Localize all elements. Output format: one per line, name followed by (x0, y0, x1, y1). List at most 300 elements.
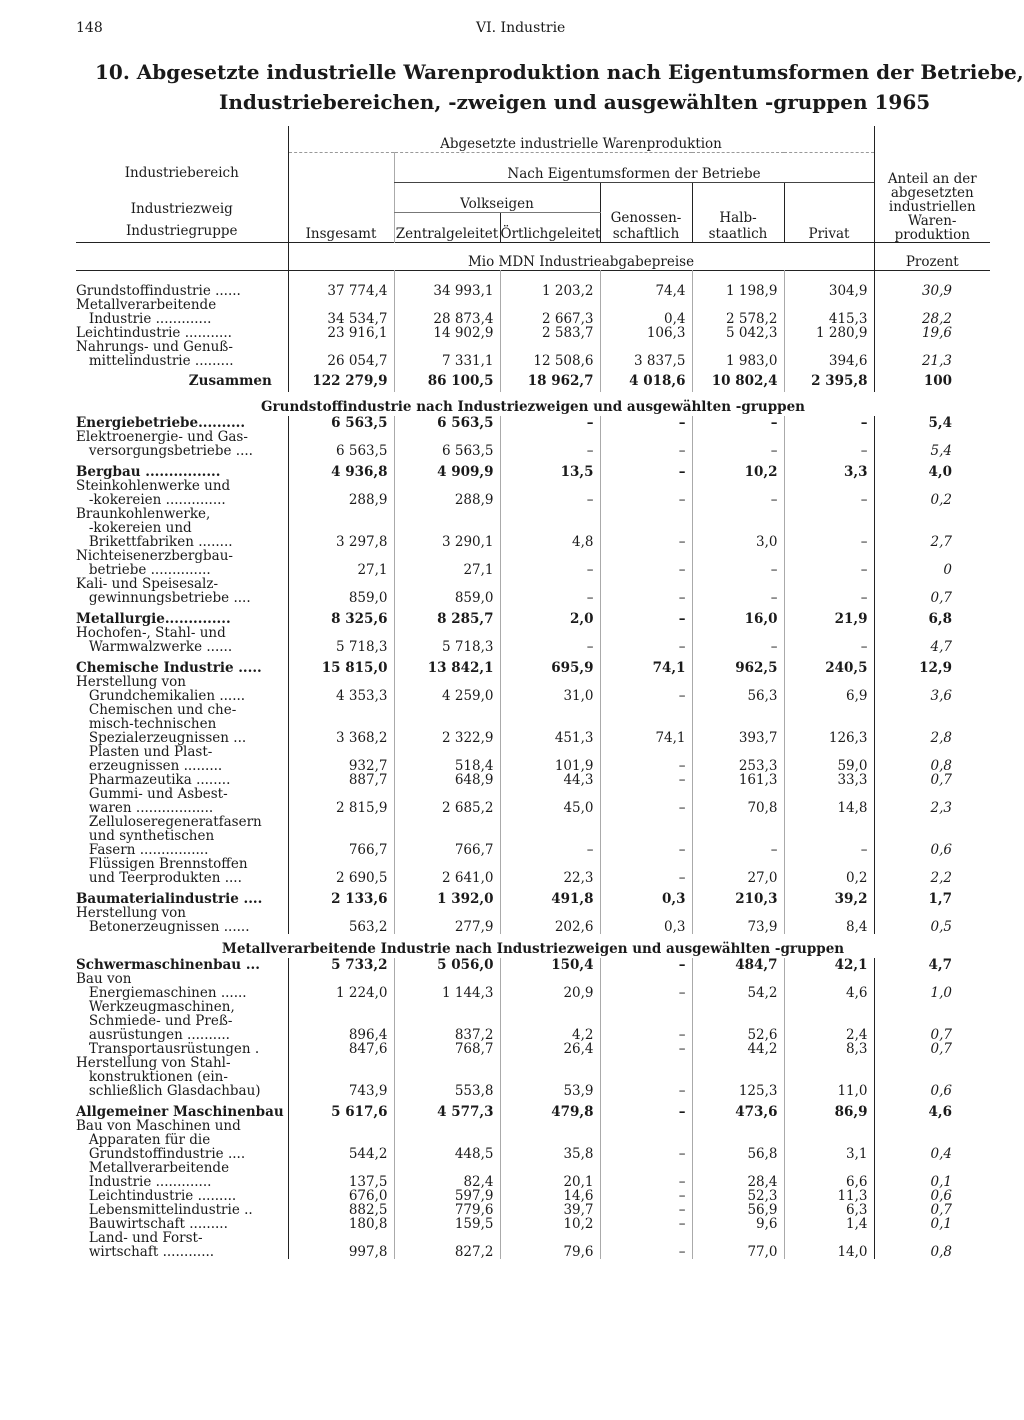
cell-halbstaatlich: 1 983,0 (692, 340, 784, 368)
cell-privat: – (784, 815, 874, 857)
cell-anteil-percent: 0,8 (874, 1231, 990, 1259)
table-row (76, 857, 990, 885)
cell-zentralgeleitet: 34 993,1 (394, 284, 500, 298)
cell-oertlichgeleitet: 20,9 (500, 972, 600, 1000)
cell-zentralgeleitet: 14 902,9 (394, 326, 500, 340)
cell-genossenschaftlich: 4 018,6 (600, 368, 692, 392)
row-label: Zusammen (76, 373, 272, 389)
cell-privat: 394,6 (784, 340, 874, 368)
cell-halbstaatlich: – (692, 430, 784, 458)
cell-zentralgeleitet: 277,9 (394, 906, 500, 934)
row-label: Plasten und Plast- erzeugnissen ......... (88, 744, 223, 774)
table-row (76, 577, 990, 605)
cell-oertlichgeleitet: 10,2 (500, 1217, 600, 1231)
table-row (76, 892, 990, 906)
cell-genossenschaftlich: 74,1 (600, 703, 692, 745)
row-label: Zelluloseregeneratfasern und synthetischen Fasern ................ (88, 814, 262, 858)
table-row (76, 1189, 990, 1203)
cell-zentralgeleitet: 5 718,3 (394, 626, 500, 654)
cell-privat: 304,9 (784, 284, 874, 298)
cell-anteil-percent: 1,0 (874, 972, 990, 1000)
cell-insgesamt: 676,0 (288, 1189, 394, 1203)
cell-insgesamt: 15 815,0 (288, 661, 394, 675)
row-label: Nahrungs- und Genuß- mittelindustrie ......... (76, 339, 234, 369)
cell-zentralgeleitet: 3 290,1 (394, 507, 500, 549)
cell-oertlichgeleitet: 22,3 (500, 857, 600, 885)
cell-halbstaatlich: 393,7 (692, 703, 784, 745)
header-abgesetzte: Abgesetzte industrielle Warenproduktion (288, 126, 874, 152)
cell-anteil-percent: 0,6 (874, 1056, 990, 1098)
cell-halbstaatlich: – (692, 577, 784, 605)
header-volkseigen: Volkseigen (394, 182, 600, 212)
section-heading-text: Grundstoffindustrie nach Industriezweigen und ausgewählten -gruppen (261, 399, 805, 415)
cell-genossenschaftlich: – (600, 1231, 692, 1259)
cell-genossenschaftlich: – (600, 1000, 692, 1042)
cell-zentralgeleitet: 553,8 (394, 1056, 500, 1098)
cell-anteil-percent: 6,8 (874, 612, 990, 626)
cell-insgesamt: 563,2 (288, 906, 394, 934)
cell-privat: 11,0 (784, 1056, 874, 1098)
cell-oertlichgeleitet: 18 962,7 (500, 368, 600, 392)
cell-anteil-percent: 0,7 (874, 1203, 990, 1217)
cell-anteil-percent: 0,7 (874, 1000, 990, 1042)
row-label: Steinkohlenwerke und -kokereien .............. (76, 478, 231, 508)
cell-halbstaatlich: 56,8 (692, 1119, 784, 1161)
cell-oertlichgeleitet: – (500, 815, 600, 857)
table-row (76, 661, 990, 675)
cell-oertlichgeleitet: 491,8 (500, 892, 600, 906)
cell-insgesamt: 6 563,5 (288, 430, 394, 458)
cell-genossenschaftlich: – (600, 577, 692, 605)
row-label: Werkzeugmaschinen, Schmiede- und Preß- ausrüstungen .......... (88, 999, 235, 1043)
cell-halbstaatlich: 962,5 (692, 661, 784, 675)
cell-genossenschaftlich: – (600, 465, 692, 479)
cell-genossenschaftlich: – (600, 1189, 692, 1203)
cell-insgesamt: 137,5 (288, 1161, 394, 1189)
cell-anteil-percent: 100 (874, 368, 990, 392)
cell-halbstaatlich: 52,6 (692, 1000, 784, 1042)
cell-halbstaatlich: 10,2 (692, 465, 784, 479)
cell-halbstaatlich: 484,7 (692, 958, 784, 972)
cell-oertlichgeleitet: – (500, 416, 600, 430)
cell-privat: – (784, 626, 874, 654)
cell-privat: 2 395,8 (784, 368, 874, 392)
table-row (76, 1105, 990, 1119)
cell-privat: 6,6 (784, 1161, 874, 1189)
header-oertlichgeleitet: Örtlichgeleitet (500, 212, 600, 242)
cell-halbstaatlich: – (692, 626, 784, 654)
row-label: Elektroenergie- und Gas- versorgungsbetriebe .... (76, 429, 253, 459)
cell-privat: – (784, 430, 874, 458)
cell-insgesamt: 26 054,7 (288, 340, 394, 368)
cell-privat: 14,0 (784, 1231, 874, 1259)
cell-genossenschaftlich: – (600, 1203, 692, 1217)
cell-insgesamt: 766,7 (288, 815, 394, 857)
cell-halbstaatlich: 161,3 (692, 773, 784, 787)
cell-halbstaatlich: – (692, 416, 784, 430)
cell-genossenschaftlich: – (600, 857, 692, 885)
cell-oertlichgeleitet: 12 508,6 (500, 340, 600, 368)
cell-anteil-percent: 1,7 (874, 892, 990, 906)
cell-oertlichgeleitet: 20,1 (500, 1161, 600, 1189)
cell-insgesamt: 997,8 (288, 1231, 394, 1259)
cell-insgesamt: 6 563,5 (288, 416, 394, 430)
cell-zentralgeleitet: 1 392,0 (394, 892, 500, 906)
cell-halbstaatlich: 52,3 (692, 1189, 784, 1203)
cell-oertlichgeleitet: 202,6 (500, 906, 600, 934)
cell-halbstaatlich: – (692, 549, 784, 577)
cell-privat: – (784, 507, 874, 549)
cell-privat: 1 280,9 (784, 326, 874, 340)
cell-privat: 415,3 (784, 298, 874, 326)
header-halbstaatlich: Halb- staatlich (692, 182, 784, 242)
cell-insgesamt: 882,5 (288, 1203, 394, 1217)
row-label: Bergbau ................ (76, 464, 221, 480)
cell-privat: 6,3 (784, 1203, 874, 1217)
cell-genossenschaftlich: 0,4 (600, 298, 692, 326)
cell-genossenschaftlich: – (600, 1119, 692, 1161)
cell-genossenschaftlich: – (600, 787, 692, 815)
cell-insgesamt: 932,7 (288, 745, 394, 773)
table-row (76, 1042, 990, 1056)
cell-anteil-percent: 0,7 (874, 1042, 990, 1056)
cell-insgesamt: 887,7 (288, 773, 394, 787)
table-row (76, 507, 990, 549)
cell-zentralgeleitet: 648,9 (394, 773, 500, 787)
cell-oertlichgeleitet: 79,6 (500, 1231, 600, 1259)
cell-insgesamt: 27,1 (288, 549, 394, 577)
header-genossenschaftlich: Genossen- schaftlich (600, 182, 692, 242)
cell-insgesamt: 5 733,2 (288, 958, 394, 972)
cell-zentralgeleitet: 859,0 (394, 577, 500, 605)
cell-genossenschaftlich: – (600, 416, 692, 430)
table-row (76, 745, 990, 773)
row-label: Herstellung von Stahl- konstruktionen (ein- schließlich Glasdachbau) (76, 1055, 261, 1099)
cell-oertlichgeleitet: 4,2 (500, 1000, 600, 1042)
cell-insgesamt: 2 133,6 (288, 892, 394, 906)
cell-halbstaatlich: 3,0 (692, 507, 784, 549)
cell-anteil-percent: 19,6 (874, 326, 990, 340)
cell-oertlichgeleitet: – (500, 577, 600, 605)
row-label: Bau von Energiemaschinen ...... (76, 971, 247, 1001)
cell-halbstaatlich: 2 578,2 (692, 298, 784, 326)
table-row (76, 675, 990, 703)
cell-privat: 33,3 (784, 773, 874, 787)
cell-genossenschaftlich: 74,4 (600, 284, 692, 298)
cell-zentralgeleitet: 448,5 (394, 1119, 500, 1161)
row-label: Bau von Maschinen und Apparaten für die Grundstoffindustrie .... (76, 1118, 246, 1162)
header-eigentumsformen: Nach Eigentumsformen der Betriebe (394, 152, 874, 182)
cell-genossenschaftlich: – (600, 972, 692, 1000)
cell-privat: – (784, 549, 874, 577)
table-row (76, 1161, 990, 1189)
cell-genossenschaftlich: – (600, 507, 692, 549)
cell-anteil-percent: 4,7 (874, 958, 990, 972)
cell-halbstaatlich: 70,8 (692, 787, 784, 815)
cell-anteil-percent: 2,3 (874, 787, 990, 815)
cell-oertlichgeleitet: 2,0 (500, 612, 600, 626)
cell-zentralgeleitet: 2 641,0 (394, 857, 500, 885)
header-insgesamt: Insgesamt (288, 152, 394, 242)
cell-anteil-percent: 0,1 (874, 1161, 990, 1189)
cell-zentralgeleitet: 6 563,5 (394, 430, 500, 458)
table-row (76, 326, 990, 340)
table-row (76, 340, 990, 368)
cell-halbstaatlich: 56,3 (692, 675, 784, 703)
cell-insgesamt: 288,9 (288, 479, 394, 507)
row-label: Allgemeiner Maschinenbau (76, 1104, 284, 1120)
cell-insgesamt: 896,4 (288, 1000, 394, 1042)
cell-privat: 2,4 (784, 1000, 874, 1042)
row-label: Lebensmittelindustrie .. (76, 1202, 253, 1218)
cell-insgesamt: 847,6 (288, 1042, 394, 1056)
table-title-line2: Industriebereichen, -zweigen und ausgewählten -gruppen 1965 (219, 90, 931, 114)
cell-zentralgeleitet: 5 056,0 (394, 958, 500, 972)
cell-insgesamt: 3 368,2 (288, 703, 394, 745)
row-label: Grundstoffindustrie ...... (76, 283, 241, 299)
cell-halbstaatlich: 54,2 (692, 972, 784, 1000)
cell-zentralgeleitet: 2 322,9 (394, 703, 500, 745)
cell-insgesamt: 23 916,1 (288, 326, 394, 340)
cell-oertlichgeleitet: 14,6 (500, 1189, 600, 1203)
cell-insgesamt: 8 325,6 (288, 612, 394, 626)
cell-zentralgeleitet: 518,4 (394, 745, 500, 773)
cell-privat: 1,4 (784, 1217, 874, 1231)
table-row (76, 972, 990, 1000)
cell-oertlichgeleitet: 44,3 (500, 773, 600, 787)
section-heading (76, 934, 990, 958)
cell-anteil-percent: 30,9 (874, 284, 990, 298)
cell-privat: 3,1 (784, 1119, 874, 1161)
row-label: Pharmazeutika ........ (76, 772, 231, 788)
table-row (76, 416, 990, 430)
table-row (76, 626, 990, 654)
table-row (76, 1231, 990, 1259)
cell-zentralgeleitet: 766,7 (394, 815, 500, 857)
row-label: Transportausrüstungen . (76, 1041, 260, 1057)
table-row (76, 465, 990, 479)
cell-anteil-percent: 4,0 (874, 465, 990, 479)
cell-genossenschaftlich: – (600, 745, 692, 773)
page-number: 148 (76, 20, 103, 36)
cell-anteil-percent: 2,2 (874, 857, 990, 885)
cell-zentralgeleitet: 837,2 (394, 1000, 500, 1042)
cell-oertlichgeleitet: 101,9 (500, 745, 600, 773)
cell-privat: 126,3 (784, 703, 874, 745)
cell-genossenschaftlich: – (600, 1217, 692, 1231)
cell-privat: 0,2 (784, 857, 874, 885)
cell-zentralgeleitet: 13 842,1 (394, 661, 500, 675)
cell-insgesamt: 37 774,4 (288, 284, 394, 298)
row-label: Bauwirtschaft ......... (76, 1216, 228, 1232)
cell-oertlichgeleitet: 1 203,2 (500, 284, 600, 298)
cell-halbstaatlich: 44,2 (692, 1042, 784, 1056)
cell-zentralgeleitet: 6 563,5 (394, 416, 500, 430)
cell-zentralgeleitet: 4 259,0 (394, 675, 500, 703)
cell-genossenschaftlich: 0,3 (600, 892, 692, 906)
total-row (76, 368, 990, 392)
cell-anteil-percent: 28,2 (874, 298, 990, 326)
row-label: Kali- und Speisesalz- gewinnungsbetriebe .... (76, 576, 251, 606)
cell-genossenschaftlich: – (600, 815, 692, 857)
cell-genossenschaftlich: 0,3 (600, 906, 692, 934)
cell-anteil-percent: 2,8 (874, 703, 990, 745)
row-label: Nichteisenerzbergbau- betriebe .............. (76, 548, 233, 578)
cell-zentralgeleitet: 288,9 (394, 479, 500, 507)
stub-header-bereich: Industriebereich (124, 164, 239, 181)
table-title-line1: 10. Abgesetzte industrielle Warenproduktion nach Eigentumsformen der Betriebe, (95, 60, 1024, 84)
cell-halbstaatlich: 473,6 (692, 1105, 784, 1119)
unit-percent: Prozent (874, 242, 990, 270)
cell-anteil-percent: 4,7 (874, 626, 990, 654)
cell-anteil-percent: 0,2 (874, 479, 990, 507)
cell-genossenschaftlich: – (600, 549, 692, 577)
cell-privat: – (784, 577, 874, 605)
row-label: Leichtindustrie ........... (76, 325, 232, 341)
cell-anteil-percent: 0,5 (874, 906, 990, 934)
table-row (76, 773, 990, 787)
cell-halbstaatlich: 9,6 (692, 1217, 784, 1231)
cell-genossenschaftlich: – (600, 773, 692, 787)
table-row (76, 1119, 990, 1161)
cell-oertlichgeleitet: 39,7 (500, 1203, 600, 1217)
cell-halbstaatlich: 253,3 (692, 745, 784, 773)
cell-anteil-percent: 12,9 (874, 661, 990, 675)
table-row (76, 612, 990, 626)
cell-zentralgeleitet: 597,9 (394, 1189, 500, 1203)
cell-oertlichgeleitet: 479,8 (500, 1105, 600, 1119)
row-label: Herstellung von Grundchemikalien ...... (76, 674, 246, 704)
cell-insgesamt: 180,8 (288, 1217, 394, 1231)
cell-anteil-percent: 0,8 (874, 745, 990, 773)
row-label: Land- und Forst- wirtschaft ............ (88, 1230, 215, 1260)
cell-insgesamt: 5 718,3 (288, 626, 394, 654)
row-label: Metallverarbeitende Industrie ............. (76, 297, 217, 327)
cell-oertlichgeleitet: 4,8 (500, 507, 600, 549)
cell-zentralgeleitet: 1 144,3 (394, 972, 500, 1000)
cell-insgesamt: 2 815,9 (288, 787, 394, 815)
cell-zentralgeleitet: 8 285,7 (394, 612, 500, 626)
chapter-heading: VI. Industrie (476, 20, 566, 36)
cell-halbstaatlich: 56,9 (692, 1203, 784, 1217)
cell-halbstaatlich: 16,0 (692, 612, 784, 626)
cell-anteil-percent: 5,4 (874, 416, 990, 430)
cell-insgesamt: 122 279,9 (288, 368, 394, 392)
cell-genossenschaftlich: – (600, 958, 692, 972)
cell-halbstaatlich: 73,9 (692, 906, 784, 934)
cell-genossenschaftlich: – (600, 626, 692, 654)
cell-genossenschaftlich: 74,1 (600, 661, 692, 675)
row-label: Energiebetriebe.......... (76, 415, 246, 431)
cell-genossenschaftlich: 106,3 (600, 326, 692, 340)
cell-zentralgeleitet: 27,1 (394, 549, 500, 577)
cell-oertlichgeleitet: 2 583,7 (500, 326, 600, 340)
cell-privat: 86,9 (784, 1105, 874, 1119)
table-row (76, 906, 990, 934)
table-row (76, 1217, 990, 1231)
cell-oertlichgeleitet: 26,4 (500, 1042, 600, 1056)
table-row (76, 703, 990, 745)
table-row (76, 815, 990, 857)
row-label: Hochofen-, Stahl- und Warmwalzwerke ...... (76, 625, 233, 655)
cell-oertlichgeleitet: – (500, 626, 600, 654)
cell-genossenschaftlich: – (600, 1161, 692, 1189)
cell-insgesamt: 1 224,0 (288, 972, 394, 1000)
cell-privat: 59,0 (784, 745, 874, 773)
cell-insgesamt: 4 936,8 (288, 465, 394, 479)
cell-privat: 39,2 (784, 892, 874, 906)
cell-genossenschaftlich: – (600, 1105, 692, 1119)
cell-oertlichgeleitet: 45,0 (500, 787, 600, 815)
cell-oertlichgeleitet: 53,9 (500, 1056, 600, 1098)
stub-header-gruppe: Industriegruppe (125, 222, 238, 239)
table-row (76, 430, 990, 458)
cell-anteil-percent: 0 (874, 549, 990, 577)
row-label: Baumaterialindustrie .... (76, 891, 263, 907)
cell-zentralgeleitet: 779,6 (394, 1203, 500, 1217)
cell-genossenschaftlich: – (600, 430, 692, 458)
cell-zentralgeleitet: 827,2 (394, 1231, 500, 1259)
cell-anteil-percent: 0,7 (874, 773, 990, 787)
cell-anteil-percent: 5,4 (874, 430, 990, 458)
cell-zentralgeleitet: 86 100,5 (394, 368, 500, 392)
row-label: Flüssigen Brennstoffen und Teerprodukten .... (88, 856, 248, 886)
cell-halbstaatlich: 77,0 (692, 1231, 784, 1259)
cell-halbstaatlich: 210,3 (692, 892, 784, 906)
cell-oertlichgeleitet: – (500, 430, 600, 458)
cell-privat: – (784, 416, 874, 430)
table-row (76, 284, 990, 298)
cell-anteil-percent: 0,4 (874, 1119, 990, 1161)
cell-halbstaatlich: 5 042,3 (692, 326, 784, 340)
cell-genossenschaftlich: – (600, 1042, 692, 1056)
cell-insgesamt: 544,2 (288, 1119, 394, 1161)
cell-privat: 8,4 (784, 906, 874, 934)
table-row (76, 549, 990, 577)
cell-privat: 21,9 (784, 612, 874, 626)
table-row (76, 787, 990, 815)
cell-privat: 42,1 (784, 958, 874, 972)
cell-oertlichgeleitet: – (500, 549, 600, 577)
cell-insgesamt: 4 353,3 (288, 675, 394, 703)
header-privat: Privat (784, 182, 874, 242)
cell-privat: – (784, 479, 874, 507)
row-label: Chemischen und che- misch-technischen Spezialerzeugnissen ... (88, 702, 247, 746)
cell-halbstaatlich: – (692, 815, 784, 857)
cell-genossenschaftlich: – (600, 479, 692, 507)
table-row (76, 1000, 990, 1042)
cell-privat: 240,5 (784, 661, 874, 675)
cell-insgesamt: 3 297,8 (288, 507, 394, 549)
cell-zentralgeleitet: 4 577,3 (394, 1105, 500, 1119)
header-zentralgeleitet: Zentralgeleitet (394, 212, 500, 242)
stub-header-zweig: Industriezweig (130, 200, 233, 217)
cell-genossenschaftlich: – (600, 612, 692, 626)
cell-zentralgeleitet: 768,7 (394, 1042, 500, 1056)
cell-anteil-percent: 0,1 (874, 1217, 990, 1231)
cell-privat: 3,3 (784, 465, 874, 479)
cell-zentralgeleitet: 4 909,9 (394, 465, 500, 479)
cell-privat: 6,9 (784, 675, 874, 703)
table-row (76, 958, 990, 972)
table-row (76, 479, 990, 507)
cell-oertlichgeleitet: – (500, 479, 600, 507)
row-label: Braunkohlenwerke, -kokereien und Brikettfabriken ........ (76, 506, 233, 550)
cell-zentralgeleitet: 7 331,1 (394, 340, 500, 368)
cell-insgesamt: 34 534,7 (288, 298, 394, 326)
cell-zentralgeleitet: 159,5 (394, 1217, 500, 1231)
row-label: Metallurgie.............. (76, 611, 231, 627)
